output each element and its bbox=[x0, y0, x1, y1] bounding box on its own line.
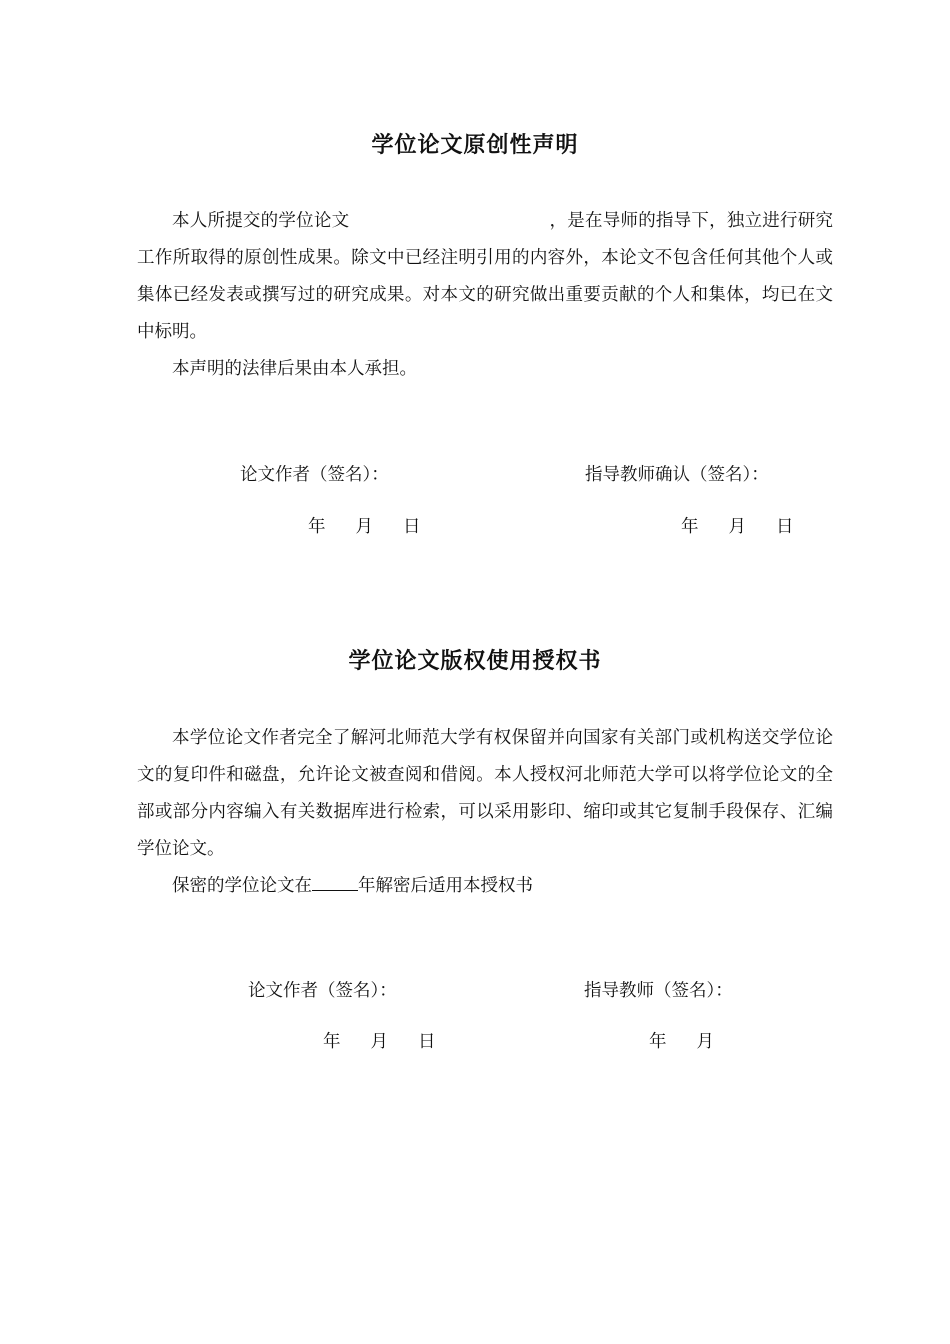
authorization-author-signature-label: 论文作者（签名）： bbox=[248, 981, 397, 1001]
authorization-body bbox=[137, 720, 833, 905]
declaration-p1-start: 本人所提交的学位论文 bbox=[172, 211, 350, 231]
authorization-p2-before: 保密的学位论文在 bbox=[172, 876, 312, 896]
declaration-body bbox=[137, 203, 833, 388]
date-month: 月 bbox=[355, 517, 373, 537]
declaration-paragraph-1 bbox=[137, 203, 833, 351]
date-day: 日 bbox=[776, 517, 794, 537]
authorization-paragraph-2 bbox=[137, 868, 833, 905]
declaration-advisor-signature-label: 指导教师确认（签名）： bbox=[585, 465, 769, 485]
declaration-author-signature-label: 论文作者（签名）： bbox=[240, 465, 389, 485]
declaration-paragraph-2: 本声明的法律后果由本人承担。 bbox=[172, 359, 417, 379]
date-month: 月 bbox=[696, 1032, 714, 1052]
authorization-date-left bbox=[323, 1028, 466, 1053]
date-month: 月 bbox=[370, 1032, 388, 1052]
date-year: 年 bbox=[681, 517, 699, 537]
years-blank bbox=[312, 874, 358, 891]
date-year: 年 bbox=[649, 1032, 667, 1052]
declaration-title: 学位论文原创性声明 bbox=[371, 133, 579, 158]
authorization-p2-after: 年解密后适用本授权书 bbox=[358, 876, 533, 896]
date-month: 月 bbox=[728, 517, 746, 537]
declaration-p1-rest: ，是在导师的指导下，独立进行研究工作所取得的原创性成果。除文中已经注明引用的内容外，本论文不包含任何其他个人或集体已经发表或撰写过的研究成果。对本文的研究做出重要贡献的个人和集体，均已在文中标明。 bbox=[137, 211, 834, 342]
date-day: 日 bbox=[418, 1032, 436, 1052]
date-day: 日 bbox=[403, 517, 421, 537]
authorization-date-right bbox=[649, 1028, 744, 1053]
date-year: 年 bbox=[308, 517, 326, 537]
authorization-paragraph-1: 本学位论文作者完全了解河北师范大学有权保留并向国家有关部门或机构送交学位论文的复印件和磁盘，允许论文被查阅和借阅。本人授权河北师范大学可以将学位论文的全部或部分内容编入有关数据库进行检索，可以采用影印、缩印或其它复制手段保存、汇编学位论文。 bbox=[137, 728, 833, 859]
authorization-title: 学位论文版权使用授权书 bbox=[348, 649, 602, 674]
date-year: 年 bbox=[323, 1032, 341, 1052]
declaration-date-right bbox=[681, 513, 824, 538]
authorization-advisor-signature-label: 指导教师（签名）： bbox=[584, 981, 733, 1001]
declaration-date-left bbox=[308, 513, 451, 538]
